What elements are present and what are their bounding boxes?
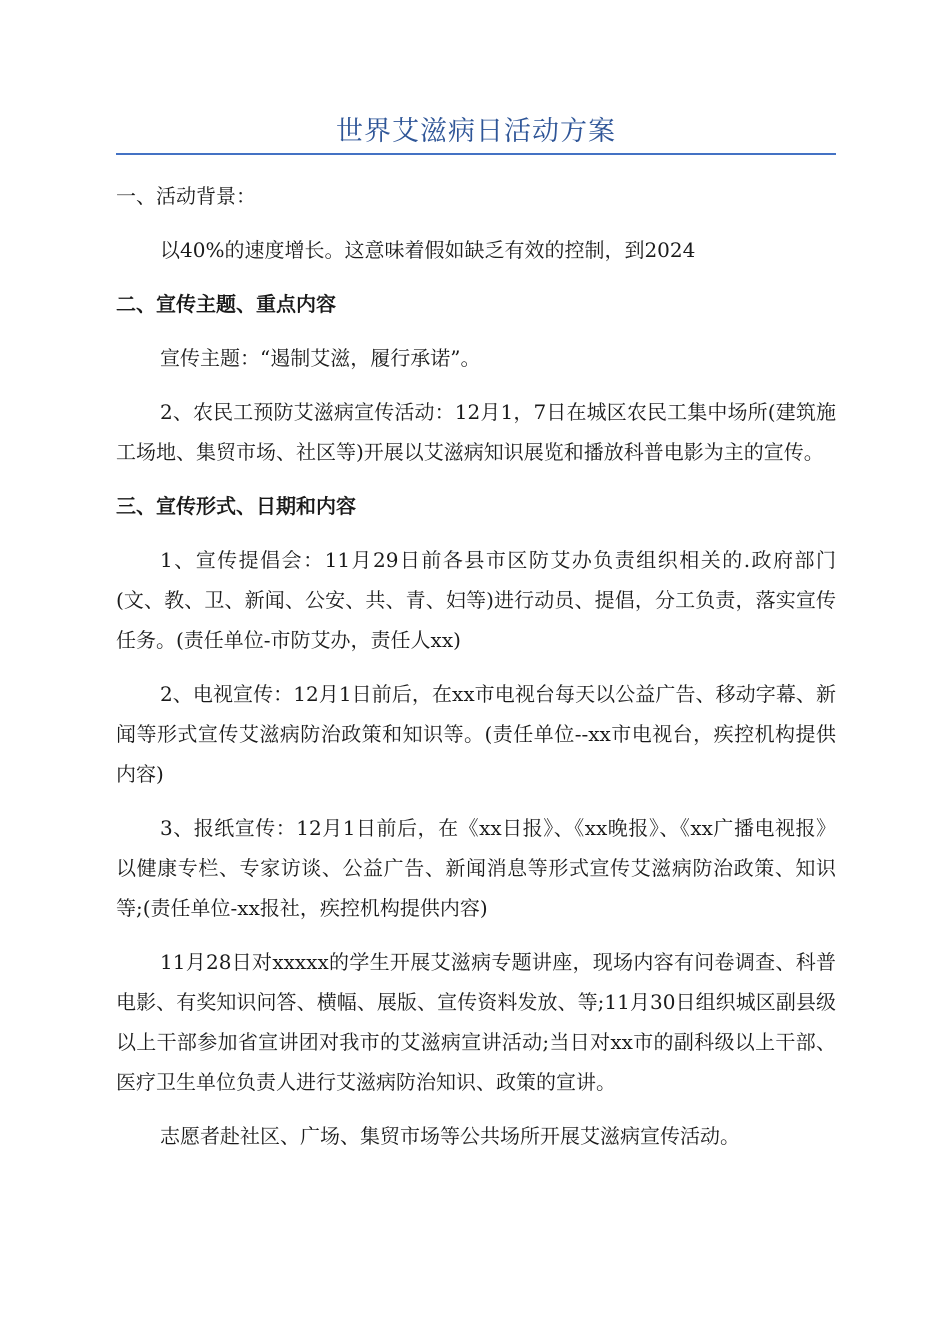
- paragraph-volunteers: 志愿者赴社区、广场、集贸市场等公共场所开展艾滋病宣传活动。: [160, 1124, 740, 1148]
- paragraph-theme: 宣传主题：“遏制艾滋，履行承诺”。: [160, 346, 481, 370]
- title-underline: [116, 153, 836, 155]
- section-heading-forms: 三、宣传形式、日期和内容: [116, 494, 356, 518]
- paragraph-tv-publicity: 2、电视宣传：12月1日前后，在xx市电视台每天以公益广告、移动字幕、新闻等形式宣传艾滋病防治政策和知识等。(责任单位--xx市电视台，疾控机构提供内容): [116, 682, 836, 786]
- paragraph-background: 以40%的速度增长。这意味着假如缺乏有效的控制，到2024: [160, 238, 696, 262]
- paragraph-lectures: 11月28日对xxxxx的学生开展艾滋病专题讲座，现场内容有问卷调查、科普电影、有奖知识问答、横幅、展版、宣传资料发放、等;11月30日组织城区副县级以上干部参加省宣讲团对我市的艾滋病宣讲活动;当日对xx市的副科级以上干部、医疗卫生单位负责人进行艾滋病防治知识、政策的宣讲。: [116, 950, 836, 1094]
- paragraph-newspaper-publicity: 3、报纸宣传：12月1日前后，在《xx日报》、《xx晚报》、《xx广播电视报》以健康专栏、专家访谈、公益广告、新闻消息等形式宣传艾滋病防治政策、知识等;(责任单位-xx报社，疾控机构提供内容): [116, 816, 836, 920]
- document-title: 世界艾滋病日活动方案: [336, 116, 616, 147]
- paragraph-migrant-workers: 2、农民工预防艾滋病宣传活动：12月1，7日在城区农民工集中场所(建筑施工场地、集贸市场、社区等)开展以艾滋病知识展览和播放科普电影为主的宣传。: [116, 400, 836, 464]
- section-heading-background: 一、活动背景：: [116, 184, 256, 208]
- paragraph-advocacy-meeting: 1、宣传提倡会：11月29日前各县市区防艾办负责组织相关的.政府部门(文、教、卫、新闻、公安、共、青、妇等)进行动员、提倡，分工负责，落实宣传任务。(责任单位-市防艾办，责任人xx): [116, 548, 836, 652]
- section-heading-theme: 二、宣传主题、重点内容: [116, 292, 336, 316]
- document-body: [116, 176, 836, 1170]
